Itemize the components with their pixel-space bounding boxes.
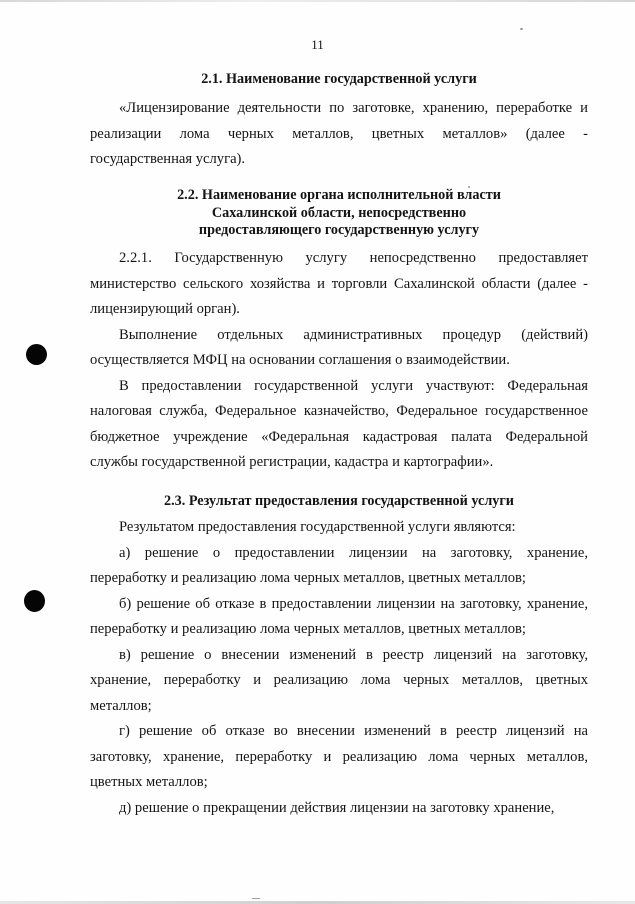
- result-intro: Результатом предоставления государственной услуги являются:: [119, 519, 516, 535]
- result-item: г) решение об отказе во внесении изменений в реестр лицензий на заготовку, хранение, переработку и реализацию лома черных металлов, цветных металлов;: [90, 723, 588, 790]
- mfc-paragraph: Выполнение отдельных административных процедур (действий) осуществляется МФЦ на основании соглашения о взаимодействии.: [90, 326, 588, 368]
- punch-hole: [26, 344, 47, 365]
- section-2-1-paragraph: «Лицензирование деятельности по заготовке, хранению, переработке и реализации лома черных металлов, цветных металлов» (далее - государственная услуга).: [90, 100, 588, 167]
- participants-paragraph: В предоставлении государственной услуги участвуют: Федеральная налоговая служба, Федеральное казначейство, Федеральное государственное бюджетное учреждение «Федеральная кадастровая палата Федеральной службы государственной регистрации, кадастра и картографии».: [90, 377, 588, 470]
- result-item: в) решение о внесении изменений в реестр лицензий на заготовку, хранение, переработку и реализацию лома черных металлов, цветных металлов;: [90, 646, 588, 714]
- section-2-3-heading: 2.3. Результат предоставления государственной услуги: [163, 493, 514, 509]
- result-item: а) решение о предоставлении лицензии на заготовку, хранение, переработку и реализацию лома черных металлов, цветных металлов;: [90, 544, 588, 586]
- section-2-2-heading: [90, 187, 588, 240]
- result-item: д) решение о прекращении действия лицензии на заготовку хранение,: [119, 799, 555, 816]
- section-2-2-heading-line: 2.2. Наименование органа исполнительной власти: [177, 187, 501, 203]
- scan-speck: [252, 898, 260, 899]
- section-2-2-heading-line: Сахалинской области, непосредственно: [211, 204, 467, 221]
- scan-edge-top: [0, 0, 635, 2]
- result-item: б) решение об отказе в предоставлении лицензии на заготовку, хранение, переработку и реализацию лома черных металлов, цветных металлов;: [90, 595, 588, 637]
- section-2-1-heading: 2.1. Наименование государственной услуги: [201, 71, 477, 87]
- page-number: 11: [311, 37, 324, 52]
- section-2-1-body: [90, 96, 588, 173]
- section-2-2-body: [90, 246, 588, 476]
- punch-hole: [24, 590, 45, 612]
- section-2-2-heading-line: предоставляющего государственную услугу: [198, 222, 480, 238]
- section-2-3-body: [90, 515, 588, 821]
- section-2-2-1-paragraph: 2.2.1. Государственную услугу непосредственно предоставляет министерство сельского хозяйства и торговли Сахалинской области (далее - лицензирующий орган).: [90, 250, 588, 317]
- scan-speck: [520, 28, 523, 30]
